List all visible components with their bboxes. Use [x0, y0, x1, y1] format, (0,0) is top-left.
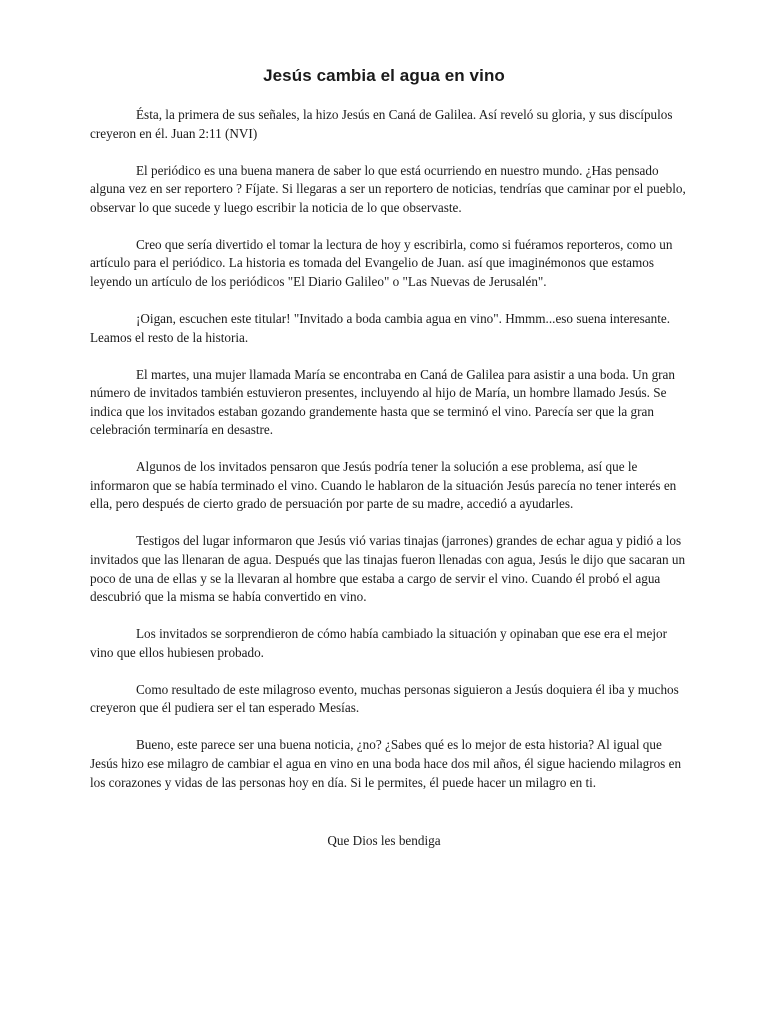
paragraph-10: Bueno, este parece ser una buena noticia, ¿no? ¿Sabes qué es lo mejor de esta historia? Al igual que Jesús hizo ese milagro de cambiar el agua en vino en una boda hace dos mil años, él sigue haciendo milagros en los corazones y vidas de las personas hoy en día. Si le permites, él puede hacer un milagro en ti. — [90, 737, 682, 790]
paragraph-6: Algunos de los invitados pensaron que Jesús podría tener la solución a ese problema, así que le informaron que se había terminado el vino. Cuando le hablaron de la situación Jesús parecía no tener interés en ella, pero después de cierto grado de persuación por parte de su madre, accedió a ayudarles. — [90, 459, 677, 512]
paragraph-9: Como resultado de este milagroso evento, muchas personas siguieron a Jesús doquiera él iba y muchos creyeron que él pudiera ser el tan esperado Mesías. — [90, 681, 679, 716]
paragraph-1: Ésta, la primera de sus señales, la hizo Jesús en Caná de Galilea. Así reveló su gloria, y sus discípulos creyeron en él. Juan 2:11 (NVI) — [90, 107, 673, 141]
paragraph-8: Los invitados se sorprendieron de cómo había cambiado la situación y opinaban que ese era el mejor vino que ellos hubiesen probado. — [90, 626, 667, 660]
paragraph-3: Creo que sería divertido el tomar la lectura de hoy y escribirla, como si fuéramos reporteros, como un artículo para el periódico. La historia es tomada del Evangelio de Juan. así que imaginémonos que estamos leyendo un artículo de los periódicos "El Diario Galileo" o "Las Nuevas de Jerusalén". — [90, 236, 673, 289]
document-title: Jesús cambia el agua en vino — [263, 66, 505, 85]
paragraph-5: El martes, una mujer llamada María se encontraba en Caná de Galilea para asistir a una boda. Un gran número de invitados también estuvieron presentes, incluyendo al hijo de María, un hombre llamado Jesús. Se indica que los invitados estaban gozando grandemente hasta que se terminó el vino. Parecía ser que la gran celebración terminaría en desastre. — [90, 366, 676, 438]
paragraph-7: Testigos del lugar informaron que Jesús vió varias tinajas (jarrones) grandes de echar agua y pidió a los invitados que las llenaran de agua. Después que las tinajas fueron llenadas con agua, Jesús le dijo que sacaran un poco de una de ellas y se la llevaran al hombre que estaba a cargo de servir el vino. Cuando él probó el agua descubrió que la misma se había convertido en vino. — [90, 533, 686, 605]
paragraph-4: ¡Oigan, escuchen este titular! "Invitado a boda cambia agua en vino". Hmmm...eso suena interesante. Leamos el resto de la historia. — [90, 310, 671, 345]
paragraph-2: El periódico es una buena manera de saber lo que está ocurriendo en nuestro mundo. ¿Has pensado alguna vez en ser reportero ? Fíjate. Si llegaras a ser un reportero de noticias, tendrías que caminar por el pueblo, observar lo que sucede y luego escribir la noticia de lo que observaste. — [90, 162, 686, 215]
document-body — [90, 106, 690, 811]
closing-blessing: Que Dios les bendiga — [327, 833, 441, 848]
